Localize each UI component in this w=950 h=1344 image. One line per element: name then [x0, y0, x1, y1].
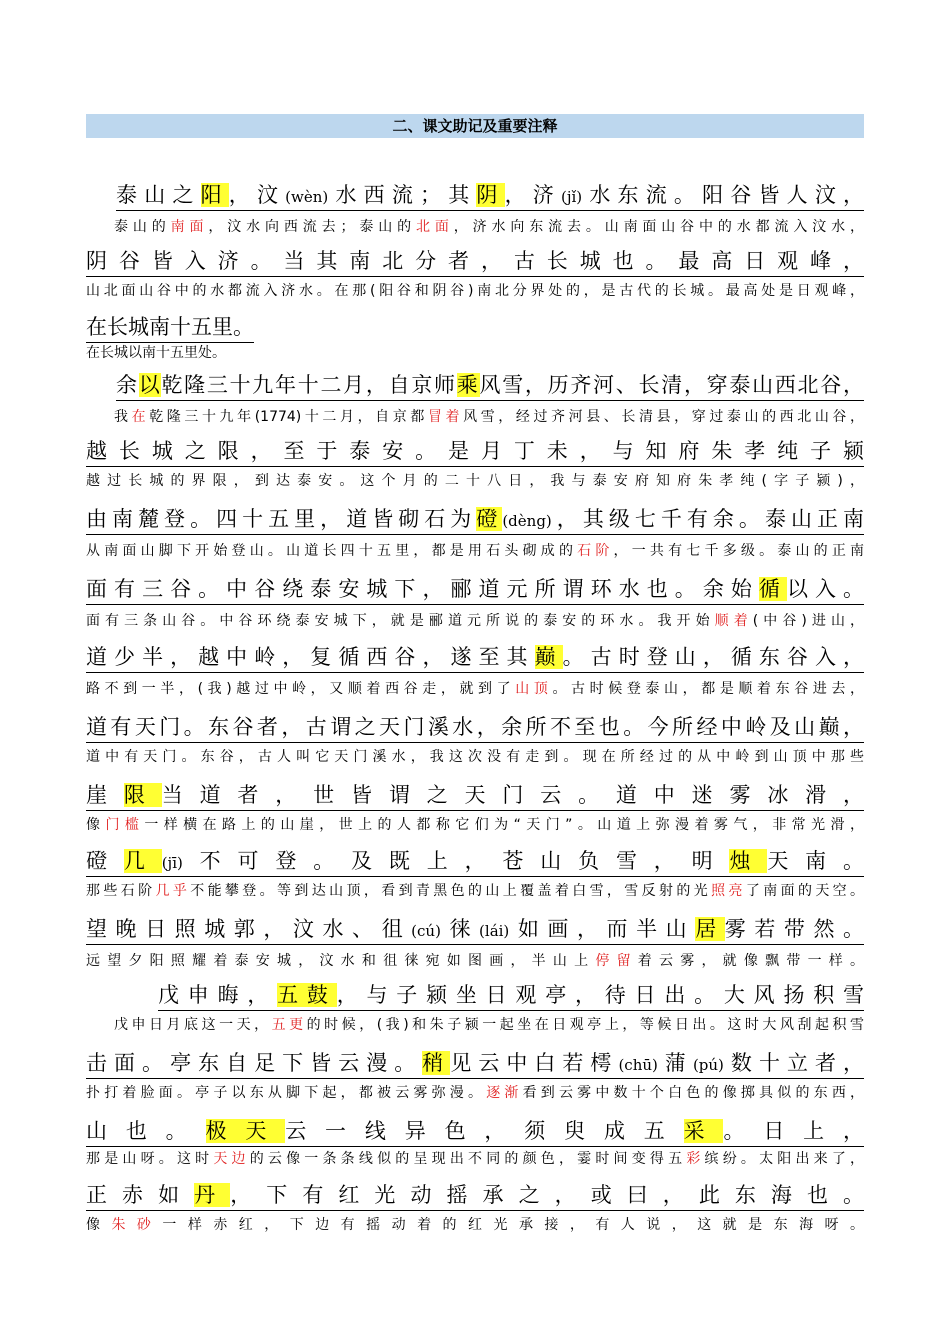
- translation-line: [86, 610, 864, 632]
- text-segment: 。古时登山，循东谷入，: [562, 645, 865, 669]
- section-header: 二、课文助记及重要注释: [86, 114, 864, 138]
- highlighted-keyword: 阴: [476, 183, 505, 207]
- text-segment: 水西流；其: [328, 183, 477, 207]
- text-segment: 磴: [86, 849, 124, 873]
- annotation-keyword: 五更: [271, 1017, 307, 1033]
- text-segment: 乾隆三十九年十二月，自京师: [161, 373, 457, 397]
- text-segment: 山也。: [86, 1119, 206, 1143]
- annotation-keyword: 南面: [170, 219, 209, 235]
- translation-line: [86, 678, 864, 700]
- original-text-line: [86, 846, 864, 877]
- text-segment: 乾隆三十九年(1774)十二月，自京都: [149, 409, 428, 425]
- text-segment: ，其级七千有余。泰山正南: [551, 507, 865, 531]
- text-segment: 数十立者，: [723, 1051, 865, 1075]
- highlighted-keyword: 稍: [422, 1051, 451, 1075]
- text-segment: 一样横在路上的山崖，世上的人都称它们为“天门”。山道上弥漫着雾气，非常光滑，: [144, 817, 864, 833]
- annotation-keyword: 冒着: [427, 409, 464, 425]
- original-text-line: [86, 642, 864, 673]
- original-text-line: [116, 370, 864, 401]
- text-segment: 远望夕阳照耀着泰安城，汶水和徂徕宛如图画，半山上: [86, 953, 596, 969]
- original-text-line: [86, 312, 254, 343]
- annotation-keyword: 朱砂: [111, 1217, 163, 1233]
- text-segment: 的时候，(我)和朱子颍一起坐在日观亭上，等候日出。这时大风刮起积雪: [306, 1017, 864, 1033]
- text-segment: 像: [86, 817, 106, 833]
- text-segment: 击面。亭东自足下皆云漫。: [86, 1051, 423, 1075]
- original-text-line: [86, 1048, 864, 1079]
- text-segment: 泰山的: [114, 219, 171, 235]
- pinyin-note: (wèn): [285, 188, 329, 206]
- original-text-line: [116, 180, 864, 211]
- highlighted-keyword: 巅: [534, 645, 563, 669]
- translation-line: [86, 1082, 864, 1104]
- highlighted-keyword: 以: [138, 373, 162, 397]
- text-segment: 在长城南十五里。: [86, 315, 254, 339]
- text-segment: ，汶水向西流去；泰山的: [208, 219, 416, 235]
- text-segment: 。古时候登泰山，都是顺着东谷进去，: [552, 681, 864, 697]
- translation-line: [86, 880, 864, 902]
- translation-line: [86, 814, 864, 836]
- pinyin-note: (pú): [692, 1056, 724, 1074]
- text-segment: 风雪，历齐河、长清，穿泰山西北谷，: [479, 373, 864, 397]
- text-segment: 道少半，越中岭，复循西谷，遂至其: [86, 645, 535, 669]
- highlighted-keyword: 阳: [200, 183, 229, 207]
- text-segment: 如画，而半山: [509, 917, 696, 941]
- annotation-keyword: 天边: [213, 1151, 250, 1167]
- translation-line: [86, 470, 864, 492]
- text-segment: 雾若带然。: [724, 917, 865, 941]
- highlighted-keyword: 采: [683, 1119, 724, 1143]
- translation-line: [86, 1148, 864, 1170]
- text-segment: 徕: [440, 917, 480, 941]
- translation-line: [86, 746, 864, 768]
- annotation-keyword: 照亮: [711, 883, 746, 899]
- text-segment: ，济: [504, 183, 561, 207]
- annotation-keyword: 几乎: [155, 883, 191, 899]
- translation-line: [114, 406, 864, 428]
- text-segment: 面有三条山谷。中谷环绕泰安城下，就是郦道元所说的泰安的环水。我开始: [86, 613, 715, 629]
- text-segment: (中谷)进山，: [752, 613, 865, 629]
- text-segment: ，一共有七千多级。泰山的正南: [613, 543, 865, 559]
- text-segment: 扑打着脸面。亭子以东从脚下起，都被云雾弥漫。: [86, 1085, 487, 1101]
- highlighted-keyword: 丹: [194, 1183, 231, 1207]
- text-segment: 云一线异色，须臾成五: [285, 1119, 684, 1143]
- annotation-keyword: 逐渐: [486, 1085, 523, 1101]
- translation-line: [86, 950, 864, 972]
- text-segment: 的云像一条条线似的呈现出不同的颜色，霎时间变得五: [249, 1151, 687, 1167]
- text-segment: 不能攀登。等到达山顶，看到青黑色的山上覆盖着白雪，雪反射的光: [190, 883, 712, 899]
- highlighted-keyword: 几: [123, 849, 162, 873]
- original-text-line: [86, 436, 864, 467]
- text-segment: 像: [86, 1217, 112, 1233]
- text-segment: 见云中白若樗: [450, 1051, 619, 1075]
- original-text-line: [86, 780, 864, 811]
- text-segment: 望晚日照城郭，汶水、徂: [86, 917, 412, 941]
- translation-line: [86, 540, 864, 562]
- translation-line: [86, 1214, 864, 1236]
- text-segment: 泰山之: [116, 183, 201, 207]
- text-segment: 道有天门。东谷者，古谓之天门溪水，余所不至也。今所经中岭及山巅，: [86, 715, 864, 739]
- pinyin-note: (jī): [161, 854, 183, 872]
- text-segment: ，下有红光动摇承之，或曰，此东海也。: [230, 1183, 865, 1207]
- original-text-line: [86, 1180, 864, 1211]
- text-segment: 戊申晦，: [158, 983, 278, 1007]
- text-segment: 那些石阶: [86, 883, 156, 899]
- annotation-keyword: 顺着: [714, 613, 753, 629]
- annotation-keyword: 停留: [595, 953, 638, 969]
- text-segment: 余: [116, 373, 139, 397]
- annotation-keyword: 彩: [686, 1151, 705, 1167]
- original-text-line: [158, 980, 864, 1011]
- text-segment: 面有三谷。中谷绕泰安城下，郦道元所谓环水也。余始: [86, 577, 759, 601]
- text-segment: 着云雾，就像飘带一样。: [637, 953, 865, 969]
- pinyin-note: (chū): [618, 1056, 658, 1074]
- text-segment: 越长城之限，至于泰安。是月丁未，与知府朱孝纯子颍: [86, 439, 864, 463]
- document-page: [86, 114, 865, 1233]
- text-segment: ，与子颍坐日观亭，待日出。大风扬积雪: [336, 983, 865, 1007]
- highlighted-keyword: 乘: [456, 373, 480, 397]
- highlighted-keyword: 居: [695, 917, 725, 941]
- original-text-line: [86, 1116, 864, 1147]
- text-segment: 了南面的天空。: [745, 883, 865, 899]
- translation-line: [114, 216, 864, 238]
- text-segment: 风雪，经过齐河县、长清县，穿过泰山的西北山谷，: [463, 409, 865, 425]
- original-text-line: [86, 574, 864, 605]
- pinyin-note: (cú): [411, 922, 441, 940]
- text-segment: 我: [114, 409, 132, 425]
- original-text-line: [86, 712, 864, 743]
- annotation-keyword: 在: [131, 409, 150, 425]
- pinyin-note: (lái): [479, 922, 510, 940]
- highlighted-keyword: 极天: [205, 1119, 286, 1143]
- text-segment: 水东流。阳谷皆人汶，: [582, 183, 865, 207]
- text-segment: 山北面山谷中的水都流入济水。在那(阳谷和阴谷)南北分界处的，是古代的长城。最高处是日观峰，: [86, 283, 864, 299]
- translation-line: [114, 1014, 864, 1036]
- text-segment: 一样赤红，下边有摇动着的红光承接，有人说，这就是东海呀。: [162, 1217, 865, 1233]
- text-segment: 不可登。及既上，苍山负雪，明: [182, 849, 730, 873]
- text-segment: 。日上，: [723, 1119, 865, 1143]
- text-segment: ，汶: [228, 183, 286, 207]
- highlighted-keyword: 五鼓: [277, 983, 337, 1007]
- pinyin-note: (dèng): [502, 512, 552, 530]
- text-segment: 从南面山脚下开始登山。山道长四十五里，都是用石头砌成的: [86, 543, 578, 559]
- text-segment: 当道者，世皆谓之天门云。道中迷雾冰滑，: [161, 783, 865, 807]
- text-segment: 阴谷皆入济。当其南北分者，古长城也。最高日观峰，: [86, 249, 864, 273]
- text-segment: 路不到一半，(我)越过中岭，又顺着西谷走，就到了: [86, 681, 516, 697]
- text-segment: 在长城以南十五里处。: [86, 345, 226, 361]
- annotation-keyword: 北面: [415, 219, 454, 235]
- text-segment: 崖: [86, 783, 124, 807]
- annotation-keyword: 门槛: [105, 817, 145, 833]
- text-segment: 天南。: [767, 849, 865, 873]
- text-segment: ，济水向东流去。山南面山谷中的水都流入汶水，: [453, 219, 865, 235]
- text-segment: 蒲: [657, 1051, 693, 1075]
- text-segment: 戊申日月底这一天，: [114, 1017, 272, 1033]
- translation-line: [86, 342, 226, 364]
- original-text-line: [86, 504, 864, 535]
- text-segment: 缤纷。太阳出来了，: [704, 1151, 865, 1167]
- pinyin-note: (jǐ): [561, 188, 583, 206]
- text-segment: 以入。: [786, 577, 865, 601]
- text-segment: 由南麓登。四十五里，道皆砌石为: [86, 507, 477, 531]
- text-segment: 越过长城的界限，到达泰安。这个月的二十八日，我与泰安府知府朱孝纯(字子颍)，: [86, 473, 864, 489]
- translation-line: [86, 280, 864, 302]
- text-segment: 那是山呀。这时: [86, 1151, 214, 1167]
- text-segment: 看到云雾中数十个白色的像掷具似的东西，: [522, 1085, 865, 1101]
- annotation-keyword: 石阶: [577, 543, 614, 559]
- highlighted-keyword: 限: [123, 783, 162, 807]
- annotation-keyword: 山顶: [515, 681, 553, 697]
- original-text-line: [86, 246, 864, 277]
- highlighted-keyword: 循: [758, 577, 787, 601]
- text-segment: 正赤如: [86, 1183, 195, 1207]
- highlighted-keyword: 磴: [476, 507, 503, 531]
- original-text-line: [86, 914, 864, 945]
- text-segment: 道中有天门。东谷，古人叫它天门溪水，我这次没有走到。现在所经过的从中岭到山顶中那些: [86, 749, 864, 765]
- highlighted-keyword: 烛: [729, 849, 768, 873]
